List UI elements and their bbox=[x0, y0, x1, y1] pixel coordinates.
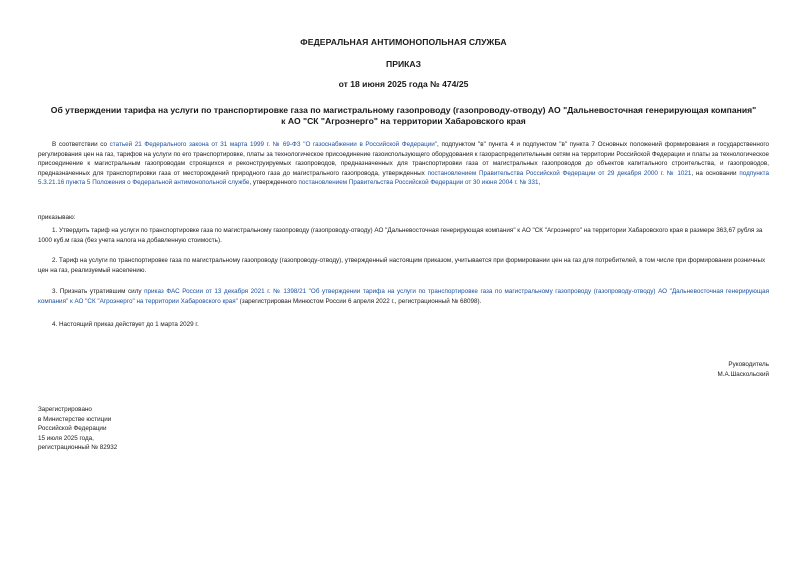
item-3-text-2: (зарегистрирован Минюстом России 6 апреля 2022 г., регистрационный № 68098). bbox=[237, 297, 482, 305]
document-title bbox=[0, 105, 807, 127]
preamble-text-2: , подпунктом "в" пункта 4 и подпунктом "в" пункта 7 Основных положений формирования и государственного регулирования цен на газ, тарифов на услуги по его транспортировке, платы за технологическое присоединение газоиспользующего оборудования к газораспределительным сетям на территории Российской Федерации и платы за технологическое присоединение к магистральным газопроводам строящихся и реконструируемых газопроводов, предназначенных для транспортировки газа от магистральных газопроводов до объектов капитального строительства, и газопроводов, предназначенных для транспортировки газа от месторождений природного газа до магистрального газопровода, утвержденных bbox=[38, 141, 770, 177]
signer-position: Руководитель bbox=[728, 361, 769, 368]
registration-line-3: Российской Федерации bbox=[38, 425, 107, 433]
registration-line-4: 15 июля 2025 года, bbox=[38, 434, 94, 442]
signature-block bbox=[718, 360, 769, 379]
item-3-paragraph bbox=[38, 287, 769, 306]
regulation-decree-link[interactable]: постановлением Правительства Российской Федерации от 30 июня 2004 г. № 331 bbox=[298, 179, 539, 187]
item-4-paragraph: 4. Настоящий приказ действует до 1 марта 2029 г. bbox=[52, 321, 199, 328]
item-1-paragraph: 1. Утвердить тариф на услуги по транспортировке газа по магистральному газопроводу (газопроводу-отводу) АО "Дальневосточная генерирующая компания" к АО "СК "Агроэнерго" на территории Хабаровского края в размере 363,67 рубля за 1000 куб.м газа (без учета налога на добавленную стоимость). bbox=[38, 227, 763, 244]
repealed-order-link[interactable]: приказ ФАС России от 13 декабря 2021 г. № 1398/21 "Об утверждении тарифа на услуги по транспортировке газа по магистральному газопроводу (газопроводу-отводу) АО "Дальневосточная генерирующая компания" к АО "СК "Агроэнерго" на территории Хабаровского края" bbox=[38, 288, 769, 305]
order-word: приказываю: bbox=[38, 214, 76, 221]
preamble-text-3: , на основании bbox=[691, 169, 740, 177]
registration-block bbox=[38, 405, 117, 453]
registration-line-5: регистрационный № 82932 bbox=[38, 444, 118, 452]
law-link[interactable]: статьей 21 Федерального закона от 31 марта 1999 г. № 69-ФЗ "О газоснабжении в Российской Федерации" bbox=[109, 141, 438, 148]
registration-line-2: в Министерстве юстиции bbox=[38, 415, 112, 423]
agency-name: ФЕДЕРАЛЬНАЯ АНТИМОНОПОЛЬНАЯ СЛУЖБА bbox=[300, 37, 507, 47]
preamble-text-5: , bbox=[538, 179, 541, 187]
item-2-paragraph: 2. Тариф на услуги по транспортировке газа по магистральному газопроводу (газопроводу-отводу), утвержденный настоящим приказом, учитывается при формировании цен на газ для потребителей, в том числе при формировании розничных цен на газ, реализуемый населению. bbox=[38, 257, 766, 274]
preamble-text-4: , утвержденного bbox=[249, 179, 299, 187]
registration-line-1: Зарегистрировано bbox=[38, 406, 92, 413]
government-decree-link[interactable]: постановлением Правительства Российской Федерации от 29 декабря 2000 г. № 1021 bbox=[427, 169, 692, 177]
document-type: ПРИКАЗ bbox=[386, 59, 421, 69]
preamble-text-1: В соответствии со bbox=[52, 141, 110, 148]
signer-name: М.А.Шаскольский bbox=[717, 370, 769, 378]
item-3-text-1: 3. Признать утратившим силу bbox=[52, 288, 145, 295]
fas-regulation-link[interactable]: подпункта 5.3.21.16 пункта 5 Положения о Федеральной антимонопольной службе bbox=[38, 169, 769, 187]
document-date-number: от 18 июня 2025 года № 474/25 bbox=[338, 79, 469, 89]
title-line-1: Об утверждении тарифа на услуги по транспортировке газа по магистральному газопроводу (газопроводу-отводу) АО "Дальневосточная генерирующая компания" bbox=[50, 105, 757, 115]
preamble-paragraph bbox=[38, 140, 769, 188]
title-line-2: к АО "СК "Агроэнерго" на территории Хабаровского края bbox=[281, 116, 526, 126]
